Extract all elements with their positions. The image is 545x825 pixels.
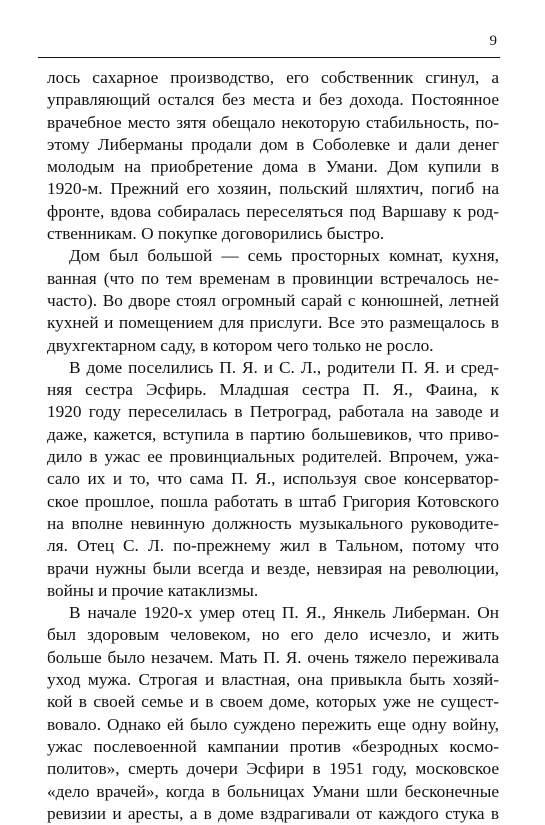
text-line: врачебное место зятя обещало некоторую стабильность, по- [47, 112, 499, 132]
text-line: сало их и то, что сама П. Я., используя свое консерватор- [47, 469, 499, 489]
text-line: войны и прочие катаклизмы. [47, 580, 259, 600]
text-line: кухней и помещением для прислуги. Все это размещалось в [47, 313, 499, 333]
text-line: двухгектарном саду, в котором чего только не росло. [47, 335, 434, 355]
text-line: часто). Во дворе стоял огромный сарай с конюшней, летней [47, 290, 499, 310]
text-line: врачи нужны были всегда и везде, невзирая на революции, [47, 558, 499, 578]
text-line: дило в ужас ее провинциальных родителей. Впрочем, ужа- [47, 447, 499, 467]
text-line: Дом был большой — семь просторных комнат, кухня, [69, 246, 499, 266]
body-text [47, 67, 499, 825]
text-line: В доме поселились П. Я. и С. Л., родители П. Я. и сред- [69, 357, 499, 377]
text-line: был здоровым человеком, но его дело исчезло, и жить [47, 625, 499, 645]
text-line: кой в своей семье и в своем доме, которых уже не сущест- [47, 692, 499, 712]
text-line: ужас послевоенной кампании против «безродных космо- [47, 736, 499, 756]
text-line: В начале 1920-х умер отец П. Я., Янкель Либерман. Он [69, 603, 499, 623]
text-line: политов», смерть дочери Эсфири в 1951 году, московское [47, 759, 499, 779]
text-line: молодым на приобретение дома в Умани. Дом купили в [47, 157, 499, 177]
text-line: вовало. Однако ей было суждено пережить еще одну войну, [47, 714, 499, 734]
text-line: даже, кажется, вступила в партию большевиков, что приво- [47, 424, 499, 444]
text-line: ванная (что по тем временам в провинции встречалось не- [47, 268, 499, 288]
text-line: больше было незачем. Мать П. Я. очень тяжело переживала [47, 647, 499, 667]
header-rule [38, 57, 500, 58]
page-number: 9 [489, 33, 497, 49]
text-line: ственникам. О покупке договорились быстро. [47, 224, 385, 244]
text-line: управляющий остался без места и без дохода. Постоянное [47, 90, 499, 110]
text-line: ля. Отец С. Л. по-прежнему жил в Тальном, потому что [47, 536, 499, 556]
text-line: 1920-м. Прежний его хозяин, польский шляхтич, погиб на [47, 179, 499, 199]
text-line: ревизии и аресты, а в доме вздрагивали от каждого стука в [47, 803, 499, 823]
text-line: лось сахарное производство, его собственник сгинул, а [47, 68, 499, 87]
text-line: «дело врачей», когда в больницах Умани шли бесконечные [47, 781, 499, 801]
text-line: фронте, вдова собиралась переселяться под Варшаву к род- [47, 201, 499, 221]
text-line: этому Либерманы продали дом в Соболевке и дали денег [47, 134, 499, 154]
text-line: ское прошлое, пошла работать в штаб Григория Котовского [47, 491, 499, 511]
text-line: 1920 году переселилась в Петроград, работала на заводе и [47, 402, 499, 422]
text-line: на вполне невинную должность музыкального руководите- [47, 513, 499, 533]
text-line: уход мужа. Строгая и властная, она привыкла быть хозяй- [47, 670, 499, 690]
text-line: няя сестра Эсфирь. Младшая сестра П. Я., Фаина, к [47, 380, 499, 400]
